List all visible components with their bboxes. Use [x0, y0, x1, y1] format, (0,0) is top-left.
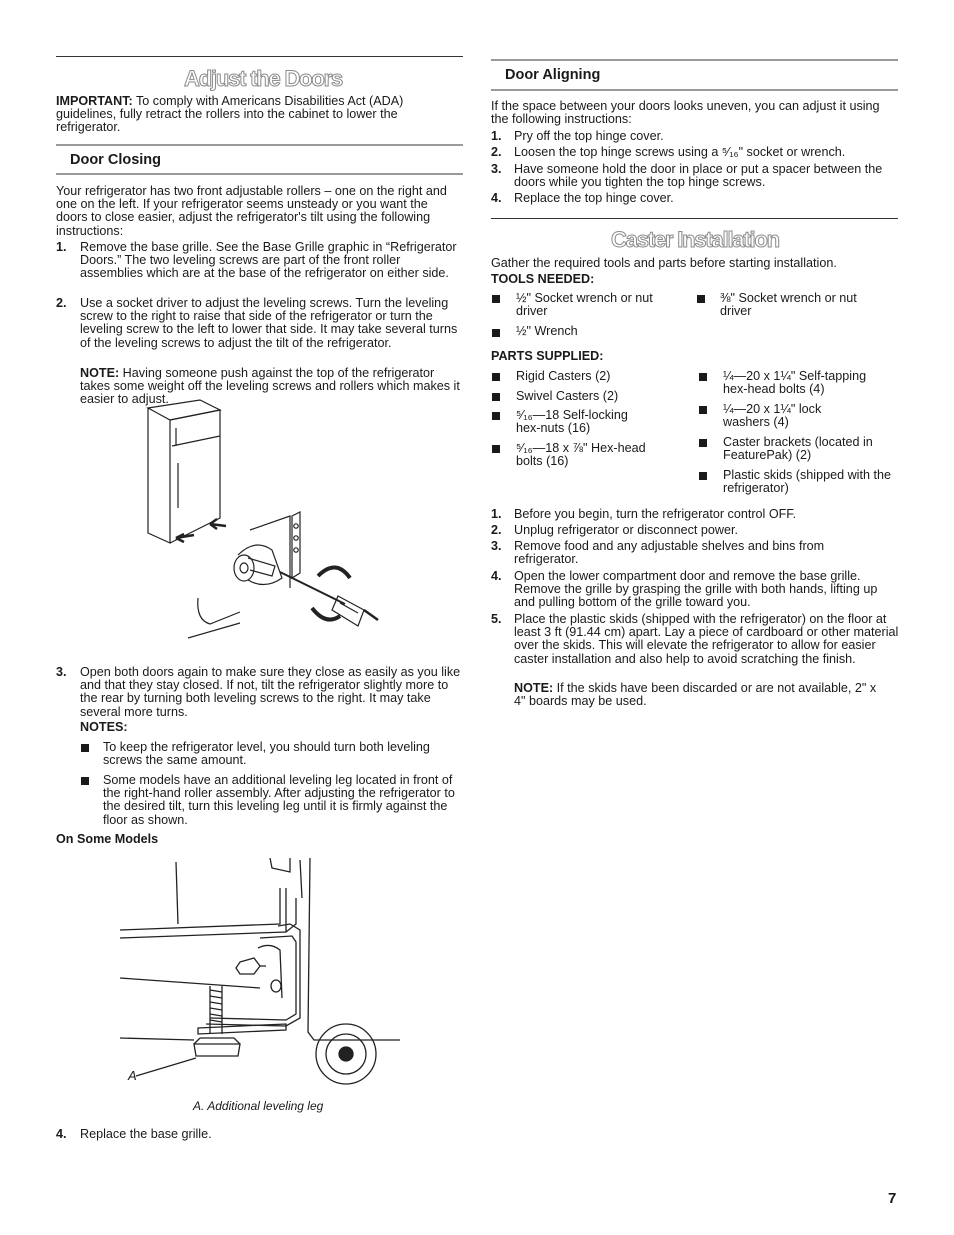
on-some-models-label: On Some Models [56, 832, 159, 846]
tool-item: ½" Socket wrench or nut driver [516, 291, 653, 319]
step-number: 1. [491, 507, 502, 521]
note-label: NOTE: [514, 681, 554, 695]
step-number: 2. [491, 523, 502, 537]
figure-caption: A. Additional leveling leg [193, 1099, 324, 1113]
step-text: Loosen the top hinge screws using a ⁵⁄₁₆" socket or wrench. [514, 145, 846, 159]
step-number: 3. [491, 539, 502, 553]
leveling-screw-illustration [140, 398, 380, 650]
note-text: If the skids have been discarded or are not available, 2" x 4" boards may be used. [514, 681, 877, 709]
parts-supplied-label: PARTS SUPPLIED: [491, 349, 604, 363]
step-number: 4. [56, 1127, 67, 1141]
door-closing-title: Door Closing [70, 152, 162, 168]
figure-label-a: A [128, 1068, 137, 1083]
step-number: 3. [491, 162, 502, 176]
bullet-icon [492, 329, 500, 337]
step-text: Replace the top hinge cover. [514, 191, 674, 205]
door-aligning-intro: If the space between your doors looks uneven, you can adjust it using the following instructions: [491, 99, 880, 127]
door-aligning-title: Door Aligning [505, 67, 601, 83]
skids-note [514, 682, 884, 708]
part-item: ¼—20 x 1¼" lock washers (4) [723, 402, 822, 430]
step-text: Before you begin, turn the refrigerator control OFF. [514, 507, 797, 521]
step-text: Remove food and any adjustable shelves and bins from refrigerator. [514, 539, 825, 567]
caster-installation-heading: Caster Installation [611, 227, 779, 252]
important-text: To comply with Americans Disabilities Act (ADA) guidelines, fully retract the rollers into the cabinet to lower the refrigerator. [56, 94, 404, 135]
leveling-leg-illustration [110, 858, 410, 1086]
step-number: 4. [491, 569, 502, 583]
door-closing-intro: Your refrigerator has two front adjustable rollers – one on the right and one on the left. If your refrigerator seems unsteady or you want the doors to close easier, adjust the refrigerator's tilt using the following instructions: [56, 184, 447, 238]
tool-item: ½" Wrench [516, 324, 578, 338]
part-item: Plastic skids (shipped with the refrigerator) [723, 468, 891, 496]
bullet-icon [697, 295, 705, 303]
bullet-icon [492, 295, 500, 303]
step-text: Pry off the top hinge cover. [514, 129, 664, 143]
note-text: Having someone push against the top of the refrigerator takes some weight off the leveling screws and rollers which makes it easier to adjust. [80, 366, 460, 407]
part-item: Swivel Casters (2) [516, 389, 619, 403]
door-closing-rule-bottom [56, 173, 463, 175]
bullet-icon [81, 777, 89, 785]
bullet-icon [492, 373, 500, 381]
bullet-icon [699, 439, 707, 447]
note-item: Some models have an additional leveling leg located in front of the right-hand roller assembly. After adjusting the refrigerator to the desired tilt, turn this leveling leg until it is firmly against the floor as shown. [103, 773, 455, 827]
part-item: Caster brackets (located in FeaturePak) (2) [723, 435, 873, 463]
caster-intro: Gather the required tools and parts before starting installation. [491, 256, 837, 270]
tool-item: ⅜" Socket wrench or nut driver [720, 291, 857, 319]
bullet-icon [699, 406, 707, 414]
bullet-icon [492, 445, 500, 453]
step-number: 2. [491, 145, 502, 159]
important-label: IMPORTANT: [56, 94, 133, 108]
door-closing-rule-top [56, 144, 463, 146]
step-text: Place the plastic skids (shipped with the refrigerator) on the floor at least 3 ft (91.44 cm) apart. Lay a piece of cardboard or other material over the skids. This will elevate the refrigerator to allow for easier caster installation and also help to avoid scratching the finish. [514, 612, 899, 666]
part-item: ¼—20 x 1¼" Self-tapping hex-head bolts (4) [723, 369, 867, 397]
bullet-icon [81, 744, 89, 752]
step-text: Replace the base grille. [80, 1127, 212, 1141]
step-text: Remove the base grille. See the Base Grille graphic in “Refrigerator Doors.” The two leveling screws are part of the front roller assemblies which are at the base of the refrigerator on either side. [80, 240, 457, 281]
step-number: 5. [491, 612, 502, 626]
important-paragraph [56, 95, 461, 135]
step-number: 2. [56, 296, 67, 310]
step-number: 1. [491, 129, 502, 143]
bullet-icon [492, 412, 500, 420]
bullet-icon [699, 373, 707, 381]
step-text: Use a socket driver to adjust the leveling screws. Turn the leveling screw to the right to raise that side of the refrigerator or turn the leveling screw to the left to lower that side. It may take several turns of the leveling screws to adjust the tilt of the refrigerator. [80, 296, 458, 350]
note-item: To keep the refrigerator level, you should turn both leveling screws the same amount. [103, 740, 430, 768]
step-text: Open both doors again to make sure they close as easily as you like and that they stay closed. If not, tilt the refrigerator slightly more to the rear by turning both leveling screws to the right. It may take several more turns. [80, 665, 461, 719]
step-number: 3. [56, 665, 67, 679]
adjust-doors-heading: Adjust the Doors [184, 66, 343, 91]
step-text: Unplug refrigerator or disconnect power. [514, 523, 739, 537]
tools-needed-label: TOOLS NEEDED: [491, 272, 595, 286]
notes-label: NOTES: [80, 720, 128, 734]
top-rule-left [56, 56, 463, 57]
part-item: Rigid Casters (2) [516, 369, 611, 383]
step-text: Have someone hold the door in place or put a spacer between the doors while you tighten the top hinge screws. [514, 162, 883, 190]
step-number: 4. [491, 191, 502, 205]
page-number: 7 [888, 1190, 897, 1207]
note-label: NOTE: [80, 366, 120, 380]
bullet-icon [492, 393, 500, 401]
part-item: ⁵⁄₁₆—18 x ⅞" Hex-head bolts (16) [516, 441, 646, 469]
step-number: 1. [56, 240, 67, 254]
bullet-icon [699, 472, 707, 480]
door-aligning-rule-top [491, 59, 898, 61]
part-item: ⁵⁄₁₆—18 Self-locking hex-nuts (16) [516, 408, 628, 436]
step-text: Open the lower compartment door and remove the base grille. Remove the grille by grasping the grille with both hands, lifting up and pulling bottom of the grille toward you. [514, 569, 878, 610]
caster-rule [491, 218, 898, 219]
door-aligning-rule-bottom [491, 89, 898, 91]
